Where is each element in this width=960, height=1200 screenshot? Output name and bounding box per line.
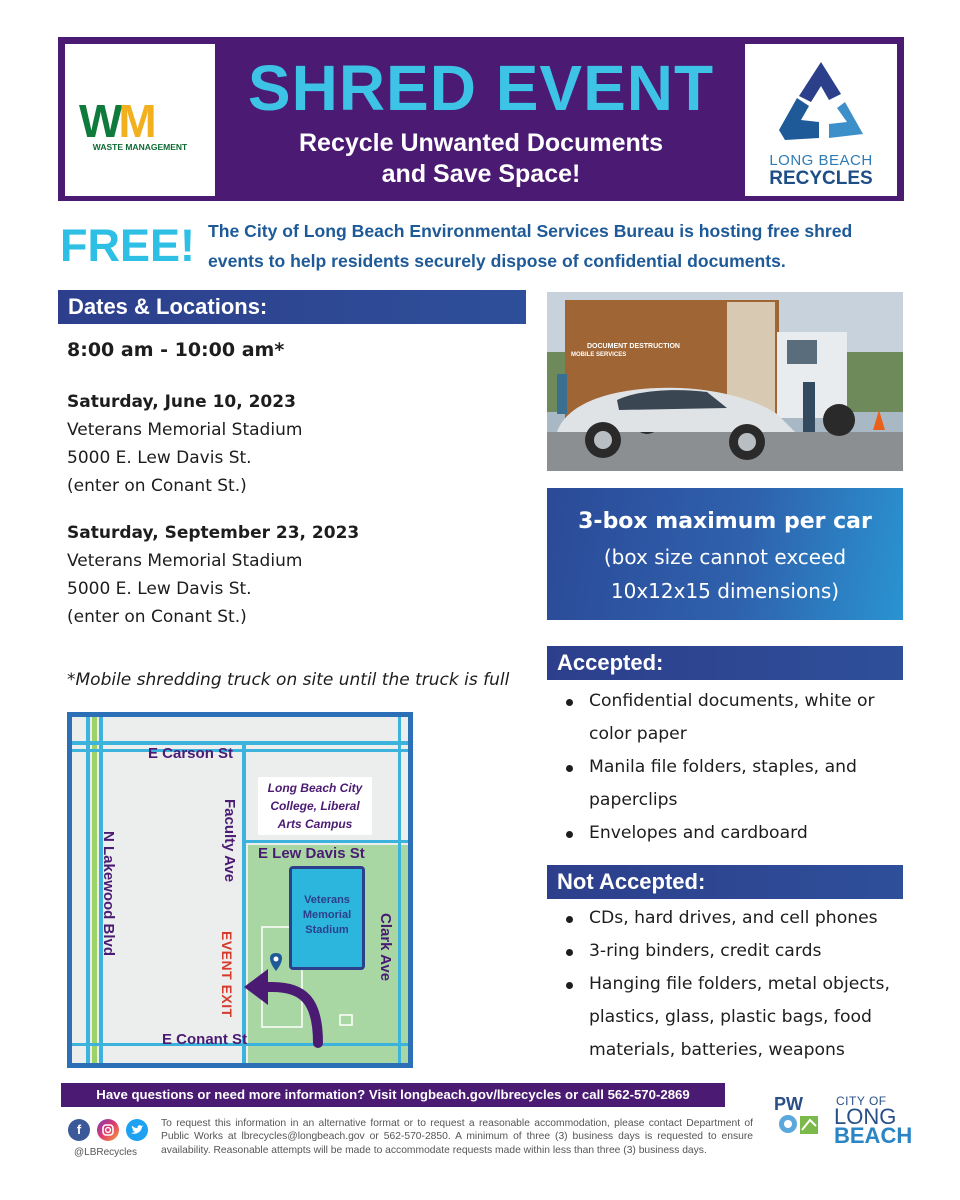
truck-note: *Mobile shredding truck on site until the truck is full xyxy=(67,670,510,690)
contact-bar: Have questions or need more information? Visit longbeach.gov/lbrecycles or call 562-570-2869 xyxy=(61,1083,725,1107)
accepted-heading: Accepted: xyxy=(547,646,903,680)
event-venue: Veterans Memorial Stadium xyxy=(67,420,303,440)
event-block-2 xyxy=(67,519,359,631)
long-beach-recycles-logo: LONG BEACH RECYCLES xyxy=(745,44,897,196)
wm-mark-icon: WM xyxy=(79,95,153,147)
twitter-icon[interactable] xyxy=(126,1119,148,1141)
facebook-icon[interactable]: f xyxy=(68,1119,90,1141)
truck-text-1: DOCUMENT DESTRUCTION xyxy=(587,343,680,350)
truck-illustration xyxy=(547,292,903,471)
city-of-label: CITY OF xyxy=(836,1094,887,1108)
event-block-1 xyxy=(67,388,302,500)
not-accepted-list xyxy=(565,902,905,1067)
event-address: 5000 E. Lew Davis St. xyxy=(67,579,252,599)
truck-text-2: MOBILE SERVICES xyxy=(571,352,627,358)
instagram-icon[interactable] xyxy=(97,1119,119,1141)
long-label: LONG xyxy=(834,1104,897,1129)
page-subtitle: Recycle Unwanted Documents and Save Space! xyxy=(299,129,663,188)
box-limit-line1: 3-box maximum per car xyxy=(578,509,872,534)
accessibility-fine-print: To request this information in an alternative format or to request a reasonable accommodation, please contact Department of Public Works at lbrecycles@longbeach.gov or 562-570-2850. A minimum of three (3) business days is requested to ensure availability. Reasonable attempts will be made to accommodate requests made within less than three (3) business days. xyxy=(161,1118,753,1156)
event-venue: Veterans Memorial Stadium xyxy=(67,551,303,571)
list-item: CDs, hard drives, and cell phones xyxy=(565,902,905,935)
accepted-list xyxy=(565,685,905,850)
map-label-conant: E Conant St xyxy=(162,1031,247,1048)
social-handle: @LBRecycles xyxy=(74,1147,137,1158)
svg-text:PW: PW xyxy=(774,1094,803,1114)
recycle-icon xyxy=(775,58,867,148)
header-banner xyxy=(58,37,904,201)
pw-gear-icon xyxy=(770,1090,828,1146)
box-limit-line3: 10x12x15 dimensions) xyxy=(610,579,840,603)
public-works-logo xyxy=(770,1090,828,1150)
wm-logo-text: WASTE MANAGEMENT xyxy=(92,142,188,152)
map-stadium: Veterans Memorial Stadium xyxy=(289,866,365,970)
event-address: 5000 E. Lew Davis St. xyxy=(67,448,252,468)
waste-management-logo xyxy=(65,44,215,196)
map-label-exit: EVENT EXIT xyxy=(219,931,235,1018)
map-label-lakewood: N Lakewood Blvd xyxy=(100,831,117,957)
event-entry: (enter on Conant St.) xyxy=(67,607,247,627)
location-map xyxy=(67,712,413,1068)
shred-truck-photo xyxy=(547,292,903,471)
list-item: Hanging file folders, metal objects, plastics, glass, plastic bags, food materials, batteries, weapons xyxy=(565,968,905,1067)
map-label-college: Long Beach City College, Liberal Arts Campus xyxy=(258,777,372,835)
list-item: Manila file folders, staples, and paperclips xyxy=(565,751,905,817)
not-accepted-heading: Not Accepted: xyxy=(547,865,903,899)
event-date: Saturday, June 10, 2023 xyxy=(67,392,296,412)
intro-text: The City of Long Beach Environmental Services Bureau is hosting free shred events to help residents securely dispose of confidential documents. xyxy=(208,221,853,271)
event-date: Saturday, September 23, 2023 xyxy=(67,523,360,543)
box-limit-line2: (box size cannot exceed xyxy=(603,545,847,569)
map-label-faculty: Faculty Ave xyxy=(221,799,238,883)
map-label-clark: Clark Ave xyxy=(377,913,394,982)
box-limit-panel xyxy=(547,488,903,620)
map-label-carson: E Carson St xyxy=(148,745,234,762)
map-label-lew-davis: E Lew Davis St xyxy=(258,845,365,862)
beach-label: BEACH xyxy=(834,1123,913,1148)
list-item: Confidential documents, white or color paper xyxy=(565,685,905,751)
page-title: SHRED EVENT xyxy=(247,52,715,124)
list-item: 3-ring binders, credit cards xyxy=(565,935,905,968)
free-label: FREE! xyxy=(60,220,195,271)
list-item: Envelopes and cardboard xyxy=(565,817,905,850)
event-entry: (enter on Conant St.) xyxy=(67,476,247,496)
dates-heading: Dates & Locations: xyxy=(58,290,526,324)
event-time: 8:00 am - 10:00 am* xyxy=(67,339,285,361)
